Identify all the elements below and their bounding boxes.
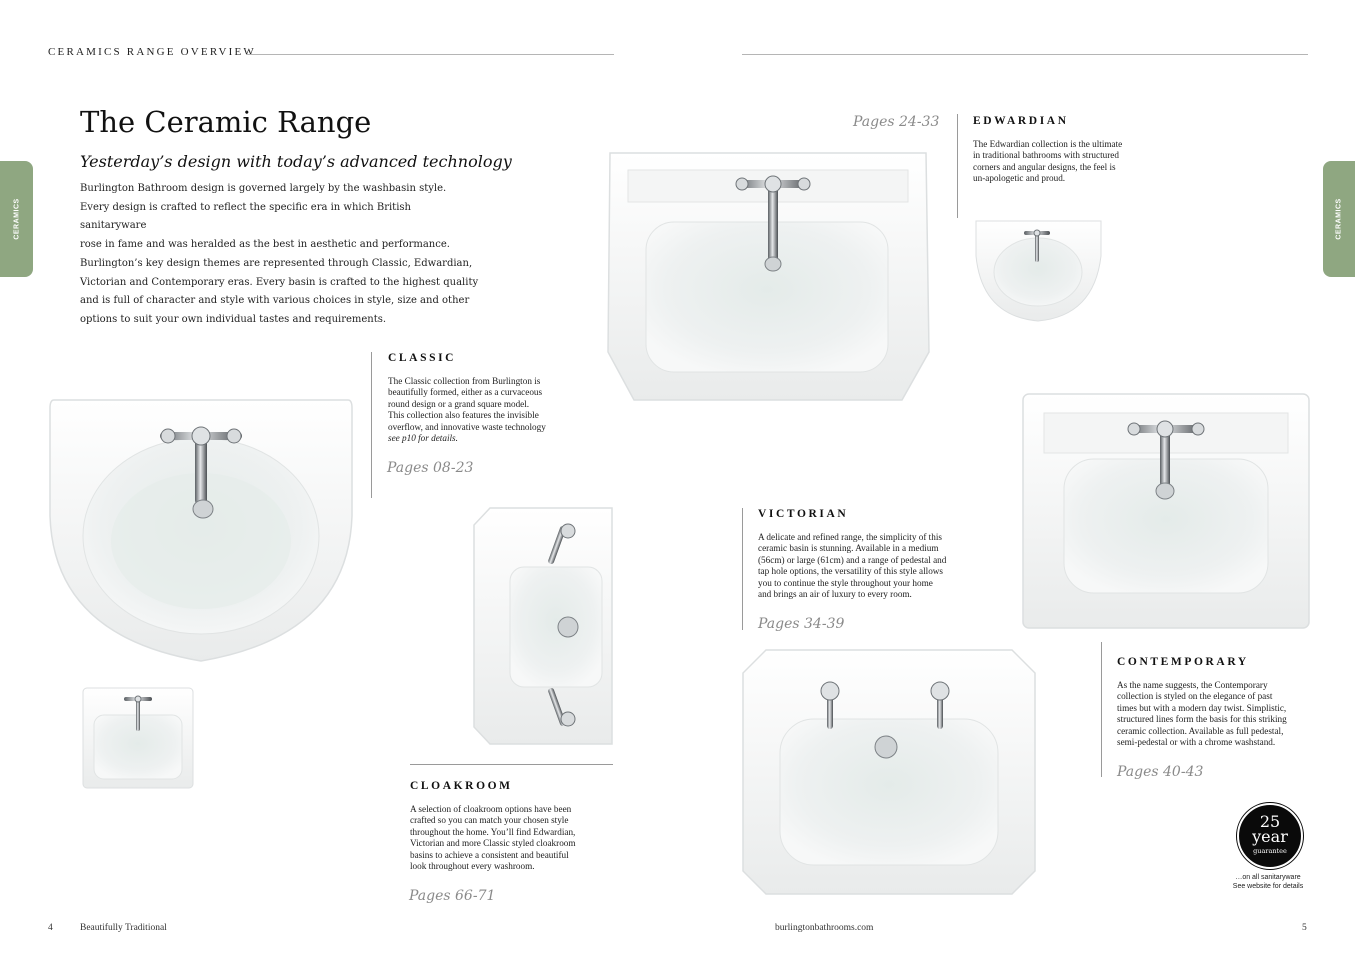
cloakroom-line: look throughout every washroom. (410, 861, 535, 872)
cloakroom-basin-image (472, 507, 614, 745)
intro-line: Burlington Bathroom design is governed largely by the washbasin style. (80, 183, 447, 194)
guarantee-note-line: See website for details (1232, 883, 1304, 890)
classic-pages[interactable]: Pages 08-23 (387, 460, 474, 476)
page-number-right: 5 (1302, 923, 1307, 933)
intro-line: and is full of character and style with various choices in style, size and other (80, 295, 470, 307)
classic-line: beautifully formed, either as a curvaceous (388, 387, 543, 398)
victorian-heading: VICTORIAN (758, 508, 849, 520)
victorian-pages[interactable]: Pages 34-39 (758, 616, 845, 632)
guarantee-note (1218, 873, 1318, 891)
website-link[interactable]: burlingtonbathrooms.com (775, 923, 874, 933)
edwardian-cloakroom-basin-image (974, 220, 1103, 322)
edwardian-line: The Edwardian collection is the ultimate (973, 139, 1123, 149)
contemporary-line: times but with a modern day twist. Simplistic, (1117, 702, 1287, 713)
guarantee-years: 25 (1259, 812, 1281, 831)
classic-line: The Classic collection from Burlington is (388, 376, 541, 386)
side-tab-label: CERAMICS (1335, 198, 1343, 240)
victorian-line: (56cm) or large (61cm) and a range of pedestal and (758, 554, 947, 565)
section-label: CERAMICS RANGE OVERVIEW (48, 46, 256, 58)
contemporary-line: As the name suggests, the Contemporary (1117, 680, 1268, 690)
contemporary-text (1117, 680, 1317, 748)
edwardian-divider (957, 114, 958, 218)
victorian-line: you to continue the style throughout your home (758, 577, 933, 588)
victorian-line: and brings an air of luxury to every room. (758, 589, 912, 600)
cloakroom-line: A selection of cloakroom options have been (410, 804, 572, 814)
classic-text (388, 376, 578, 444)
intro-line: Every design is crafted to reflect the specific era in which British sanitaryware (80, 201, 411, 232)
contemporary-line: collection is styled on the elegance of past (1117, 691, 1273, 702)
classic-round-basin-image (48, 396, 354, 664)
intro-paragraph (80, 180, 480, 330)
contemporary-line: structured lines form the basis for this striking (1117, 714, 1287, 725)
guarantee-badge (1237, 803, 1303, 869)
victorian-line: ceramic basin is stunning. Available in a medium (758, 543, 939, 554)
guarantee-note-line: …on all sanitaryware (1235, 874, 1301, 881)
classic-square-basin-image (82, 687, 194, 789)
victorian-basin-image (742, 649, 1036, 895)
contemporary-line: semi-pedestal or with a chrome washstand. (1117, 737, 1276, 748)
intro-line: Burlington’s key design themes are represented through Classic, Edwardian, (80, 257, 473, 269)
contemporary-basin-image (1022, 393, 1310, 629)
classic-heading: CLASSIC (388, 352, 457, 364)
cloakroom-text (410, 804, 610, 872)
page-number-left: 4 (48, 923, 53, 933)
classic-line: round design or a grand square model. (388, 398, 530, 409)
cloakroom-line: Victorian and more Classic styled cloakroom (410, 838, 576, 849)
edwardian-line: un-apologetic and proud. (973, 173, 1066, 184)
contemporary-line: ceramic collection. Available as full pedestal, (1117, 725, 1284, 736)
contemporary-heading: CONTEMPORARY (1117, 656, 1249, 668)
cloakroom-line: crafted so you can match your chosen style (410, 815, 569, 826)
edwardian-basin-image (606, 152, 930, 402)
intro-line: rose in fame and was heralded as the best in aesthetic and performance. (80, 239, 450, 251)
page-title: The Ceramic Range (80, 105, 372, 139)
intro-line: Victorian and Contemporary eras. Every basin is crafted to the highest quality (80, 276, 479, 288)
side-tab-right[interactable] (1323, 161, 1355, 277)
victorian-line: tap hole options, the versatility of this style allows (758, 566, 944, 577)
guarantee-word: year (1252, 827, 1288, 846)
classic-ref: see p10 for details. (388, 433, 458, 444)
cloakroom-heading: CLOAKROOM (410, 780, 513, 792)
cloakroom-rule (410, 764, 613, 765)
edwardian-line: in traditional bathrooms with structured (973, 150, 1119, 161)
page-subtitle: Yesterday’s design with today’s advanced technology (80, 152, 512, 171)
cloakroom-pages[interactable]: Pages 66-71 (409, 888, 496, 904)
intro-line: options to suit your own individual tastes and requirements. (80, 313, 387, 325)
edwardian-heading: EDWARDIAN (973, 115, 1069, 127)
header-rule-left (246, 54, 614, 55)
guarantee-caption: guarantee (1253, 847, 1287, 855)
edwardian-line: corners and angular designs, the feel is (973, 161, 1116, 172)
classic-divider (371, 352, 372, 498)
classic-line: overflow, and innovative waste technology (388, 421, 546, 432)
contemporary-pages[interactable]: Pages 40-43 (1117, 764, 1204, 780)
cloakroom-line: basins to achieve a consistent and beautiful (410, 849, 569, 860)
side-tab-left[interactable] (0, 161, 33, 277)
victorian-line: A delicate and refined range, the simplicity of this (758, 532, 942, 542)
footer-title: Beautifully Traditional (80, 923, 167, 933)
classic-line: This collection also features the invisible (388, 410, 539, 421)
victorian-divider (742, 508, 743, 630)
header-rule-right (742, 54, 1308, 55)
contemporary-divider (1101, 642, 1102, 777)
cloakroom-line: throughout the home. You’ll find Edwardian, (410, 826, 576, 837)
edwardian-text (973, 139, 1163, 185)
edwardian-pages[interactable]: Pages 24-33 (853, 114, 940, 130)
side-tab-label: CERAMICS (13, 198, 20, 240)
victorian-text (758, 532, 968, 600)
